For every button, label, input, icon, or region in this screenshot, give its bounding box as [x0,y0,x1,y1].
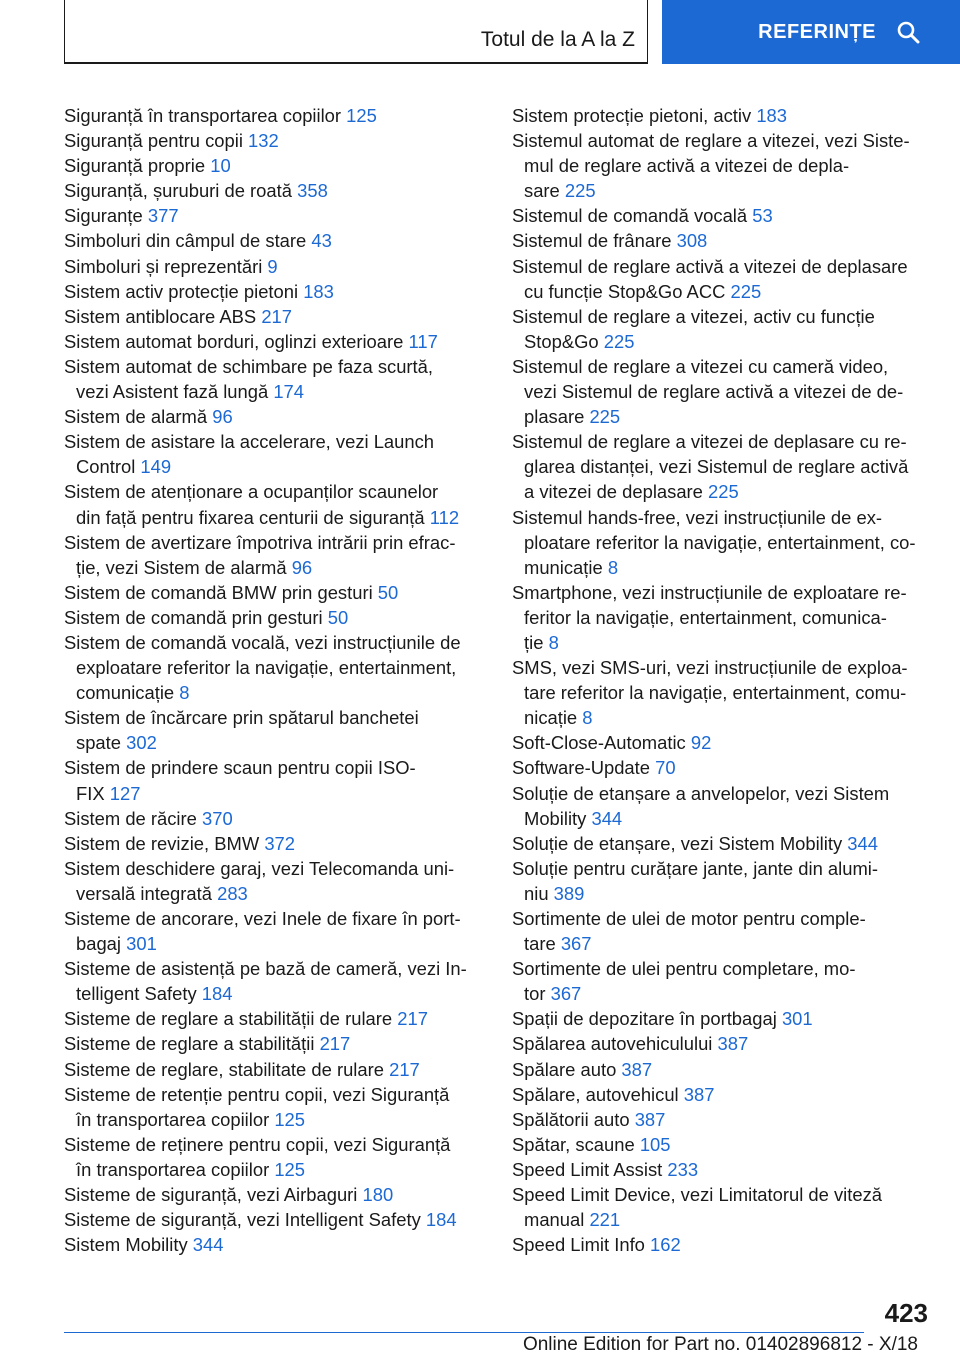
index-entry [64,1082,482,1132]
index-entry-text: Soluție de etanșare a anvelopelor, vezi Sistem [512,782,890,804]
index-columns [64,103,934,1257]
index-entry [64,153,482,178]
index-entry-text: Software-Update [512,757,651,779]
index-entry-text: Sistem de avertizare împotriva intrării prin efrac- [64,531,456,553]
index-entry-text: Spălare, autovehicul [512,1083,679,1105]
index-entry [512,580,934,655]
index-entry-text: sare [524,180,560,202]
index-entry-text: Sistemul de reglare a vitezei de deplasare cu re- [512,431,907,453]
index-entry [64,580,482,605]
index-entry-text: Sistemul de reglare activă a vitezei de deplasare [512,255,908,277]
page-reference-link[interactable]: 132 [248,130,279,152]
index-entry-text: Sistem automat borduri, oglinzi exterioare [64,330,404,352]
index-entry-text: Simboluri și reprezentări [64,255,263,277]
index-entry [512,956,934,1006]
index-entry [64,404,482,429]
index-entry [512,655,934,730]
index-entry-text: Speed Limit Device, vezi Limitatorul de viteză [512,1184,883,1206]
index-entry-text: tare referitor la navigație, entertainment, comu- [524,682,907,704]
index-entry-text: Siguranță, șuruburi de roată [64,180,292,202]
page-reference-link[interactable]: 183 [303,280,334,302]
page-reference-link[interactable]: 50 [327,606,349,628]
page-reference-link[interactable]: 344 [847,832,878,854]
page-reference-link[interactable]: 8 [582,707,593,729]
page-reference-link[interactable]: 10 [210,155,231,177]
index-entry [512,304,934,354]
index-entry [64,705,482,755]
index-entry-text: Siguranță în transportarea copiilor [64,105,342,126]
index-entry-text: Sortimente de ulei pentru completare, mo- [512,958,856,980]
index-entry [64,354,482,404]
index-entry [64,279,482,304]
index-entry [512,1182,934,1232]
page-reference-link[interactable]: 358 [297,180,328,202]
index-entry-text: Speed Limit Assist [512,1158,663,1180]
index-entry-text: ploatare referitor la navigație, entertainment, co- [524,531,916,553]
page-reference-link[interactable]: 50 [377,581,399,603]
index-entry [512,781,934,831]
index-entry-text: Sistem de comandă vocală, vezi instrucțiunile de [64,631,461,653]
index-entry [64,329,482,354]
index-entry-text: a vitezei de deplasare [524,481,703,503]
page-reference-link[interactable]: 217 [389,1058,420,1080]
index-entry-text: Smartphone, vezi instrucțiunile de exploatare re- [512,581,907,603]
index-entry [512,1132,934,1157]
index-entry-text: Siguranță pentru copii [64,130,243,152]
page-reference-link[interactable]: 221 [589,1209,621,1231]
index-entry-text: Sisteme de siguranță, vezi Intelligent Safety [64,1209,421,1231]
index-entry-text: Spălătorii auto [512,1108,630,1130]
page-reference-link[interactable]: 184 [201,983,233,1005]
index-entry [512,254,934,304]
index-entry-text: Sisteme de asistență pe bază de cameră, vezi In- [64,958,467,980]
index-entry-text: vezi Sistemul de reglare activă a vitezei de de- [524,381,904,403]
page-reference-link[interactable]: 377 [147,205,179,227]
index-entry-text: ție, vezi Sistem de alarmă [76,556,287,578]
page-reference-link[interactable]: 225 [564,180,596,202]
page-reference-link[interactable]: 283 [217,882,248,904]
page-reference-link[interactable]: 225 [730,280,762,302]
index-entry-text: feritor la navigație, entertainment, comunica- [524,606,887,628]
page-reference-link[interactable]: 217 [261,305,292,327]
index-entry-text: Spații de depozitare în portbagaj [512,1008,777,1030]
index-entry-text: Sistemul de reglare a vitezei cu cameră video, [512,355,889,377]
index-entry [64,1182,482,1207]
index-entry-text: niu [524,882,549,904]
page-reference-link[interactable]: 125 [346,105,377,126]
page-reference-link[interactable]: 8 [548,631,559,653]
page-reference-link[interactable]: 112 [429,506,460,528]
page-reference-link[interactable]: 225 [603,330,635,352]
index-entry-text: FIX [76,782,105,804]
index-entry [64,831,482,856]
page-reference-link[interactable]: 8 [607,556,619,578]
page-reference-link[interactable]: 387 [621,1058,653,1080]
page-reference-link[interactable]: 301 [126,933,157,955]
index-entry-text: Sistem deschidere garaj, vezi Telecomanda uni- [64,857,455,879]
index-entry-text: comunicație [76,682,175,704]
index-entry-text: Sistemul hands-free, vezi instrucțiunile de ex- [512,506,883,528]
index-entry [64,103,482,128]
page-reference-link[interactable]: 53 [752,205,773,227]
index-entry-text: Sistem de încărcare prin spătarul banchetei [64,707,419,729]
page-reference-link[interactable]: 370 [202,807,233,829]
index-entry [64,1031,482,1056]
index-column-right [512,103,934,1257]
index-entry [64,1232,482,1257]
index-entry-text: nicație [524,707,578,729]
index-entry-text: Spătar, scaune [512,1133,635,1155]
index-entry [512,1157,934,1182]
index-entry [512,1082,934,1107]
index-entry [512,429,934,504]
index-entry-text: municație [524,556,603,578]
index-entry-text: spate [76,732,121,754]
index-entry-text: ție [524,631,544,653]
index-entry [64,605,482,630]
index-entry [64,1132,482,1182]
page-reference-link[interactable]: 308 [676,230,708,252]
index-entry-text: Spălare auto [512,1058,617,1080]
index-entry-text: Spălarea autovehiculului [512,1033,713,1055]
page-reference-link[interactable]: 372 [264,832,295,854]
page-reference-link[interactable]: 117 [408,330,438,352]
page-reference-link[interactable]: 233 [667,1158,699,1180]
page-reference-link[interactable]: 387 [683,1083,715,1105]
index-entry-text: Sistem de alarmă [64,406,208,428]
index-entry-text: glarea distanței, vezi Sistemul de reglare activă [524,456,909,478]
search-icon[interactable] [896,20,920,44]
index-entry [64,178,482,203]
index-entry-text: Siguranță proprie [64,155,206,177]
index-entry-text: Stop&Go [524,330,599,352]
index-entry [512,831,934,856]
index-entry [64,856,482,906]
index-entry-text: exploatare referitor la navigație, entertainment, [76,657,457,679]
index-entry-text: tor [524,983,546,1005]
index-entry [512,755,934,780]
index-entry-text: Sistem Mobility [64,1234,188,1256]
index-entry [512,354,934,429]
footer-rule [64,1332,864,1333]
index-entry [512,128,934,203]
index-entry [512,906,934,956]
index-entry-text: Sisteme de reglare a stabilității [64,1033,315,1055]
index-entry-text: în transportarea copiilor [76,1108,270,1130]
index-entry-text: Sistemul de comandă vocală [512,205,748,227]
index-entry [64,956,482,1006]
index-entry-text: Simboluri din câmpul de stare [64,230,307,252]
index-entry [64,203,482,228]
index-entry-text: Control [76,456,136,478]
index-entry [512,1006,934,1031]
page-reference-link[interactable]: 9 [267,255,278,277]
index-entry-text: Sistemul automat de reglare a vitezei, vezi Siste- [512,130,910,152]
page-reference-link[interactable]: 43 [311,230,332,252]
index-entry-text: Sistem antiblocare ABS [64,305,257,327]
index-entry-text: Sistem de asistare la accelerare, vezi Launch [64,431,435,453]
index-entry [512,505,934,580]
index-entry-text: Sistem activ protecție pietoni [64,280,299,302]
page-reference-link[interactable]: 70 [655,757,676,779]
page-reference-link[interactable]: 344 [192,1234,224,1256]
index-column-left [64,103,482,1257]
index-entry [64,755,482,805]
index-entry [64,1006,482,1031]
index-entry-text: mul de reglare activă a vitezei de depla- [524,155,850,177]
index-entry-text: Soft-Close-Automatic [512,732,686,754]
index-entry [64,304,482,329]
page-number: 423 [884,1298,928,1328]
index-entry-text: Sistem protecție pietoni, activ [512,105,752,126]
index-entry-text: Siguranțe [64,205,143,227]
page-reference-link[interactable]: 301 [781,1008,813,1030]
reference-tab-label: REFERINȚE [758,20,876,43]
index-entry-text: Sistem automat de schimbare pe faza scurtă, [64,355,434,377]
index-entry [512,856,934,906]
index-entry-text: Sisteme de ancorare, vezi Inele de fixare în port- [64,908,461,929]
index-entry [64,128,482,153]
index-entry-text: Sisteme de siguranță, vezi Airbaguri [64,1184,358,1206]
page-reference-link[interactable]: 180 [362,1184,394,1206]
index-entry-text: Sortimente de ulei de motor pentru comple- [512,908,866,929]
index-entry [64,228,482,253]
index-entry-text: Sistem de comandă prin gesturi [64,606,323,628]
page-reference-link[interactable]: 367 [560,933,592,955]
page-reference-link[interactable]: 105 [639,1133,671,1155]
index-entry [64,254,482,279]
index-entry [64,806,482,831]
index-entry-text: Sistem de prindere scaun pentru copii ISO- [64,757,416,779]
section-title: Totul de la A la Z [480,28,635,51]
index-entry-text: tare [524,933,556,955]
index-entry-text: Mobility [524,807,587,829]
index-entry-text: Sisteme de retenție pentru copii, vezi Siguranță [64,1083,450,1105]
index-entry-text: Sistem de atenționare a ocupanților scaunelor [64,481,439,503]
index-entry [64,906,482,956]
index-entry-text: Sisteme de reținere pentru copii, vezi Siguranță [64,1133,451,1155]
index-entry-text: Soluție pentru curățare jante, jante din alumi- [512,857,878,879]
page-reference-link[interactable]: 387 [634,1108,666,1130]
index-entry-text: Speed Limit Info [512,1234,645,1256]
index-entry-text: Sistemul de reglare a vitezei, activ cu funcție [512,305,875,327]
index-entry [64,429,482,479]
index-entry [512,1232,934,1257]
page-reference-link[interactable]: 96 [291,556,313,578]
index-entry [64,1057,482,1082]
page-reference-link[interactable]: 125 [274,1158,306,1180]
index-entry-text: Sistem de revizie, BMW [64,832,260,854]
index-entry [512,730,934,755]
index-entry-text: din față pentru fixarea centurii de siguranță [76,506,425,528]
page-reference-link[interactable]: 367 [550,983,582,1005]
page-reference-link[interactable]: 302 [126,732,157,754]
index-entry-text: plasare [524,406,585,428]
index-entry-text: Sistem de răcire [64,807,197,829]
index-entry [64,530,482,580]
index-entry-text: cu funcție Stop&Go ACC [524,280,726,302]
page-reference-link[interactable]: 174 [273,381,305,403]
index-entry [512,1031,934,1056]
page-reference-link[interactable]: 225 [708,481,739,503]
page-reference-link[interactable]: 184 [425,1209,457,1231]
header-section-box [64,0,648,64]
page-reference-link[interactable]: 344 [591,807,623,829]
page-reference-link[interactable]: 387 [717,1033,749,1055]
index-entry-text: SMS, vezi SMS-uri, vezi instrucțiunile de exploa- [512,657,908,679]
index-entry [512,203,934,228]
index-entry [64,479,482,529]
index-entry [512,228,934,253]
index-entry-text: manual [524,1209,585,1231]
reference-tab[interactable] [662,0,960,64]
index-entry-text: Sisteme de reglare, stabilitate de rulare [64,1058,384,1080]
page-reference-link[interactable]: 389 [553,882,585,904]
page-reference-link[interactable]: 127 [109,782,141,804]
footer-edition-text: Online Edition for Part no. 01402896812 - X/18 [522,1334,918,1355]
page-reference-link[interactable]: 183 [756,105,787,126]
page-reference-link[interactable]: 149 [140,456,172,478]
index-entry-text: vezi Asistent fază lungă [76,381,269,403]
page-reference-link[interactable]: 125 [274,1108,306,1130]
index-entry-text: Soluție de etanșare, vezi Sistem Mobility [512,832,843,854]
page-reference-link[interactable]: 162 [650,1234,681,1256]
index-entry-text: telligent Safety [76,983,197,1005]
index-entry-text: Sistem de comandă BMW prin gesturi [64,581,373,603]
index-entry-text: bagaj [76,933,121,955]
index-entry-text: versală integrată [76,882,212,904]
page-reference-link[interactable]: 217 [319,1033,351,1055]
page-reference-link[interactable]: 92 [690,732,712,754]
index-entry [64,630,482,705]
index-entry-text: Sistemul de frânare [512,230,672,252]
page-reference-link[interactable]: 8 [179,682,190,704]
index-entry-text: în transportarea copiilor [76,1158,270,1180]
index-entry-text: Sisteme de reglare a stabilității de rulare [64,1008,393,1030]
index-entry [512,1057,934,1082]
index-entry [512,103,934,128]
page-reference-link[interactable]: 225 [589,406,621,428]
index-entry [64,1207,482,1232]
page-reference-link[interactable]: 96 [212,406,233,428]
index-entry [512,1107,934,1132]
page-reference-link[interactable]: 217 [397,1008,428,1030]
